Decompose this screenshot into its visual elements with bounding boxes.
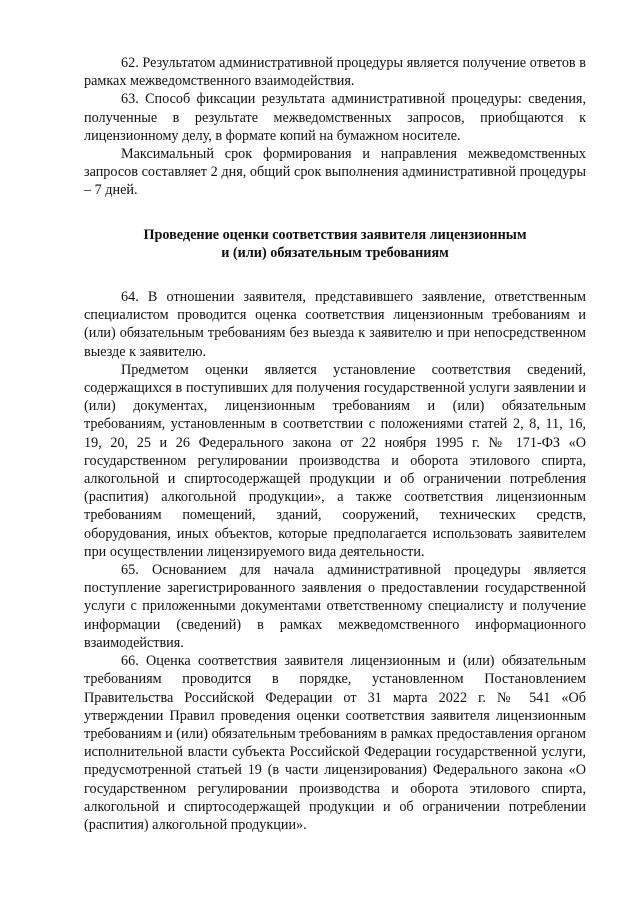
spacer bbox=[84, 200, 586, 226]
paragraph-64: 64. В отношении заявителя, представившего заявление, ответственным специалистом проводится оценка соответствия лицензионным требованиям и (или) обязательным требованиям без выезда к заявителю и при непосредственном выезде к заявителю. bbox=[84, 289, 586, 360]
paragraph-62: 62. Результатом административной процедуры является получение ответов в рамках межведомственного взаимодействия. bbox=[84, 55, 586, 90]
section-heading-line-2: и (или) обязательным требованиям bbox=[221, 244, 449, 261]
paragraph-66: 66. Оценка соответствия заявителя лицензионным и (или) обязательным требованиям проводится в порядке, установленном Постановлением Правительства Российской Федерации от 31 марта 2022 г. № 541 «Об утверждении Правил проведения оценки соответствия заявителя лицензионным требованиям и (или) обязательным требованиям в рамках предоставления органом исполнительной власти субъекта Российской Федерации государственной услуги, предусмотренной статьей 19 (в части лицензирования) Федерального закона «О государственном регулировании производства и оборота этилового спирта, алкогольной и спиртосодержащей продукции и об ограничении потреблении (распития) алкогольной продукции». bbox=[84, 653, 586, 833]
paragraph-assessment-subject: Предметом оценки является установление соответствия сведений, содержащихся в поступивших для получения государственной услуги заявлении и (или) документах, лицензионным требованиям и (или) обязательным требованиям, установленным в соответствии с положениями статей 2, 8, 11, 16, 19, 20, 25 и 26 Федерального закона от 22 ноября 1995 г. № 171-ФЗ «О государственном регулировании производства и оборота этилового спирта, алкогольной и спиртосодержащей продукции и об ограничении потребления (распития) алкогольной продукции», а также соответствия лицензионным требованиям помещений, зданий, сооружений, технических средств, оборудования, иных объектов, которые предполагается использовать заявителем при осуществлении лицензируемого вида деятельности. bbox=[84, 361, 586, 560]
paragraph-63: 63. Способ фиксации результата административной процедуры: сведения, полученные в результате межведомственных запросов, приобщаются к лицензионному делу, в формате копий на бумажном носителе. bbox=[84, 91, 586, 144]
paragraph-65: 65. Основанием для начала административной процедуры является поступление зарегистрированного заявления о предоставлении государственной услуги с приложенными документами ответственному специалисту и получение информации (сведений) в рамках межведомственного информационного взаимодействия. bbox=[84, 562, 586, 651]
spacer bbox=[84, 262, 586, 288]
section-heading bbox=[84, 226, 586, 262]
section-heading-line-1: Проведение оценки соответствия заявителя лицензионным bbox=[143, 226, 527, 243]
paragraph-deadline: Максимальный срок формирования и направления межведомственных запросов составляет 2 дня, общий срок выполнения административной процедуры – 7 дней. bbox=[84, 146, 586, 199]
